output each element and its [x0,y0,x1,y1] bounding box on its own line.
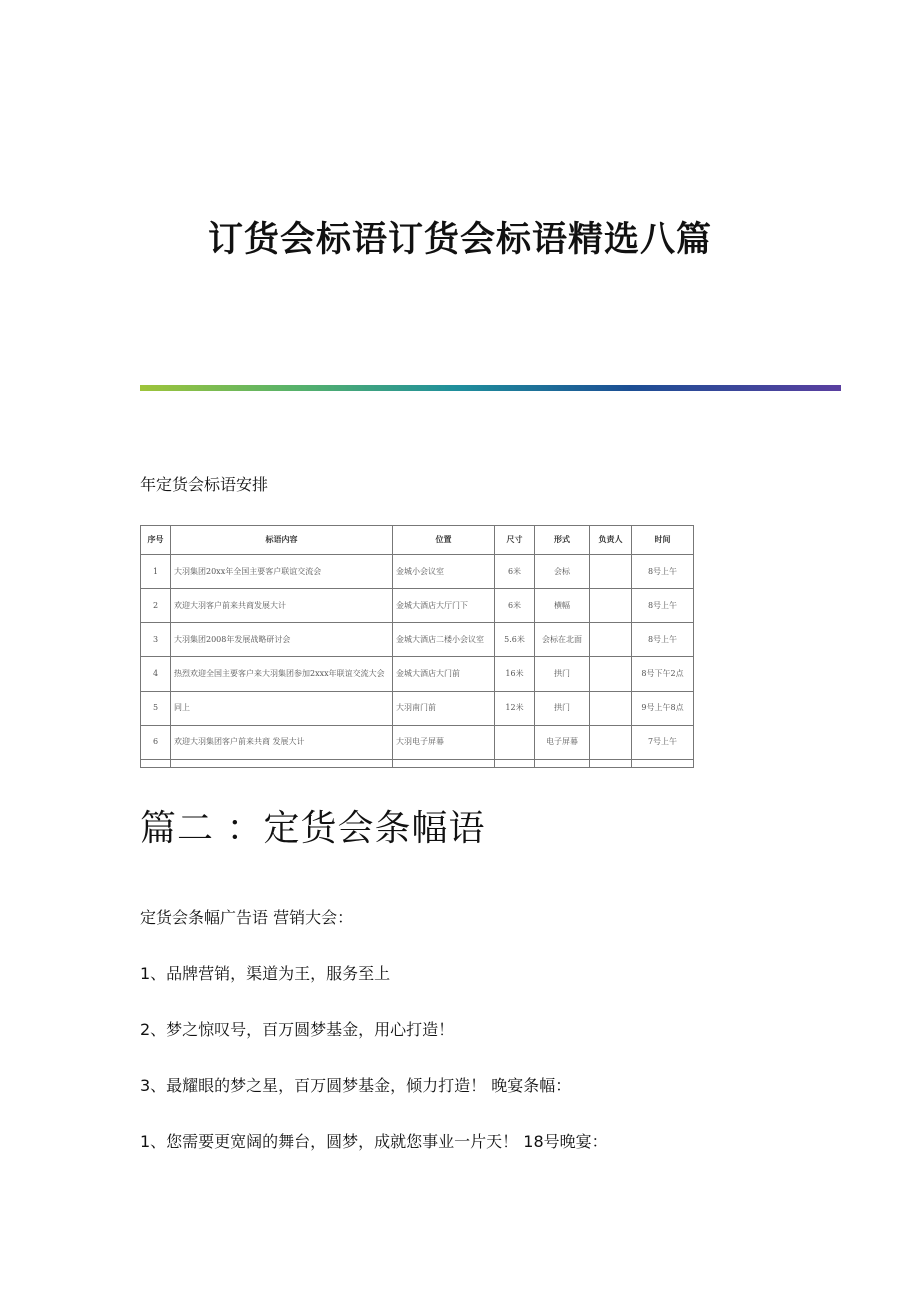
table-cell [393,759,495,767]
section-heading: 篇二 ：定货会条幅语 [140,808,486,849]
table-cell: 2 [141,589,171,623]
table-cell: 欢迎大羽客户前来共商发展大计 [171,589,393,623]
table-cell: 9号上午8点 [632,691,694,725]
table-cell: 大羽集团2008年发展战略研讨会 [171,623,393,657]
table-row [141,623,694,657]
paragraph: 2、梦之惊叹号，百万圆梦基金，用心打造！ [140,1020,455,1039]
table-row [141,589,694,623]
table-cell: 金城大酒店大厅门下 [393,589,495,623]
table-cell [590,759,632,767]
table-cell: 8号上午 [632,589,694,623]
table-cell [590,589,632,623]
table-cell: 会标 [535,555,590,589]
table-header-cell: 负责人 [590,526,632,555]
table-row [141,555,694,589]
table-cell [590,555,632,589]
table-row [141,759,694,767]
table-cell [632,759,694,767]
table-row [141,725,694,759]
table-cell: 3 [141,623,171,657]
table-cell: 6米 [495,555,535,589]
table-cell: 7号上午 [632,725,694,759]
table-cell: 拱门 [535,691,590,725]
table-cell: 同上 [171,691,393,725]
table-cell: 大羽集团20xx年全国主要客户联谊交流会 [171,555,393,589]
table-cell: 横幅 [535,589,590,623]
table-cell: 5 [141,691,171,725]
table-cell: 拱门 [535,657,590,691]
table-header-cell: 尺寸 [495,526,535,555]
table-cell: 8号上午 [632,623,694,657]
table-cell: 8号下午2点 [632,657,694,691]
slogan-schedule-table [140,525,694,768]
paragraph: 3、最耀眼的梦之星，百万圆梦基金，倾力打造！ 晚宴条幅： [140,1076,572,1095]
table-header-cell: 标语内容 [171,526,393,555]
document-title: 订货会标语订货会标语精选八篇 [207,220,712,260]
table-header-cell: 时间 [632,526,694,555]
table-row [141,691,694,725]
table-cell [495,725,535,759]
table-cell [535,759,590,767]
gradient-divider [140,385,841,391]
table-cell: 大羽南门前 [393,691,495,725]
table-cell [590,657,632,691]
table-cell: 欢迎大羽集团客户前来共商 发展大计 [171,725,393,759]
paragraph: 1、品牌营销，渠道为王，服务至上 [140,964,391,983]
table-header-cell: 形式 [535,526,590,555]
table-cell [590,725,632,759]
paragraph: 1、您需要更宽阔的舞台，圆梦，成就您事业一片天！ 18号晚宴： [140,1132,608,1151]
table-cell: 大羽电子屏幕 [393,725,495,759]
table-cell [590,691,632,725]
table-cell: 8号上午 [632,555,694,589]
table-header-cell: 位置 [393,526,495,555]
table-cell: 金城小会议室 [393,555,495,589]
paragraph: 定货会条幅广告语 营销大会： [140,908,354,927]
table-cell: 1 [141,555,171,589]
table-cell [590,623,632,657]
table-cell: 金城大酒店大门前 [393,657,495,691]
table-header-row [141,526,694,555]
table-cell: 6 [141,725,171,759]
table-cell [141,759,171,767]
section-label: 年定货会标语安排 [140,475,269,494]
table-cell: 热烈欢迎全国主要客户来大羽集团参加2xxx年联谊交流大会 [171,657,393,691]
table-cell [495,759,535,767]
table-cell [171,759,393,767]
table-cell: 4 [141,657,171,691]
table-header-cell: 序号 [141,526,171,555]
table-cell: 16米 [495,657,535,691]
table-cell: 6米 [495,589,535,623]
table-cell: 5.6米 [495,623,535,657]
table-cell: 金城大酒店二楼小会议室 [393,623,495,657]
table-cell: 电子屏幕 [535,725,590,759]
table-row [141,657,694,691]
table-cell: 会标在北面 [535,623,590,657]
table-cell: 12米 [495,691,535,725]
